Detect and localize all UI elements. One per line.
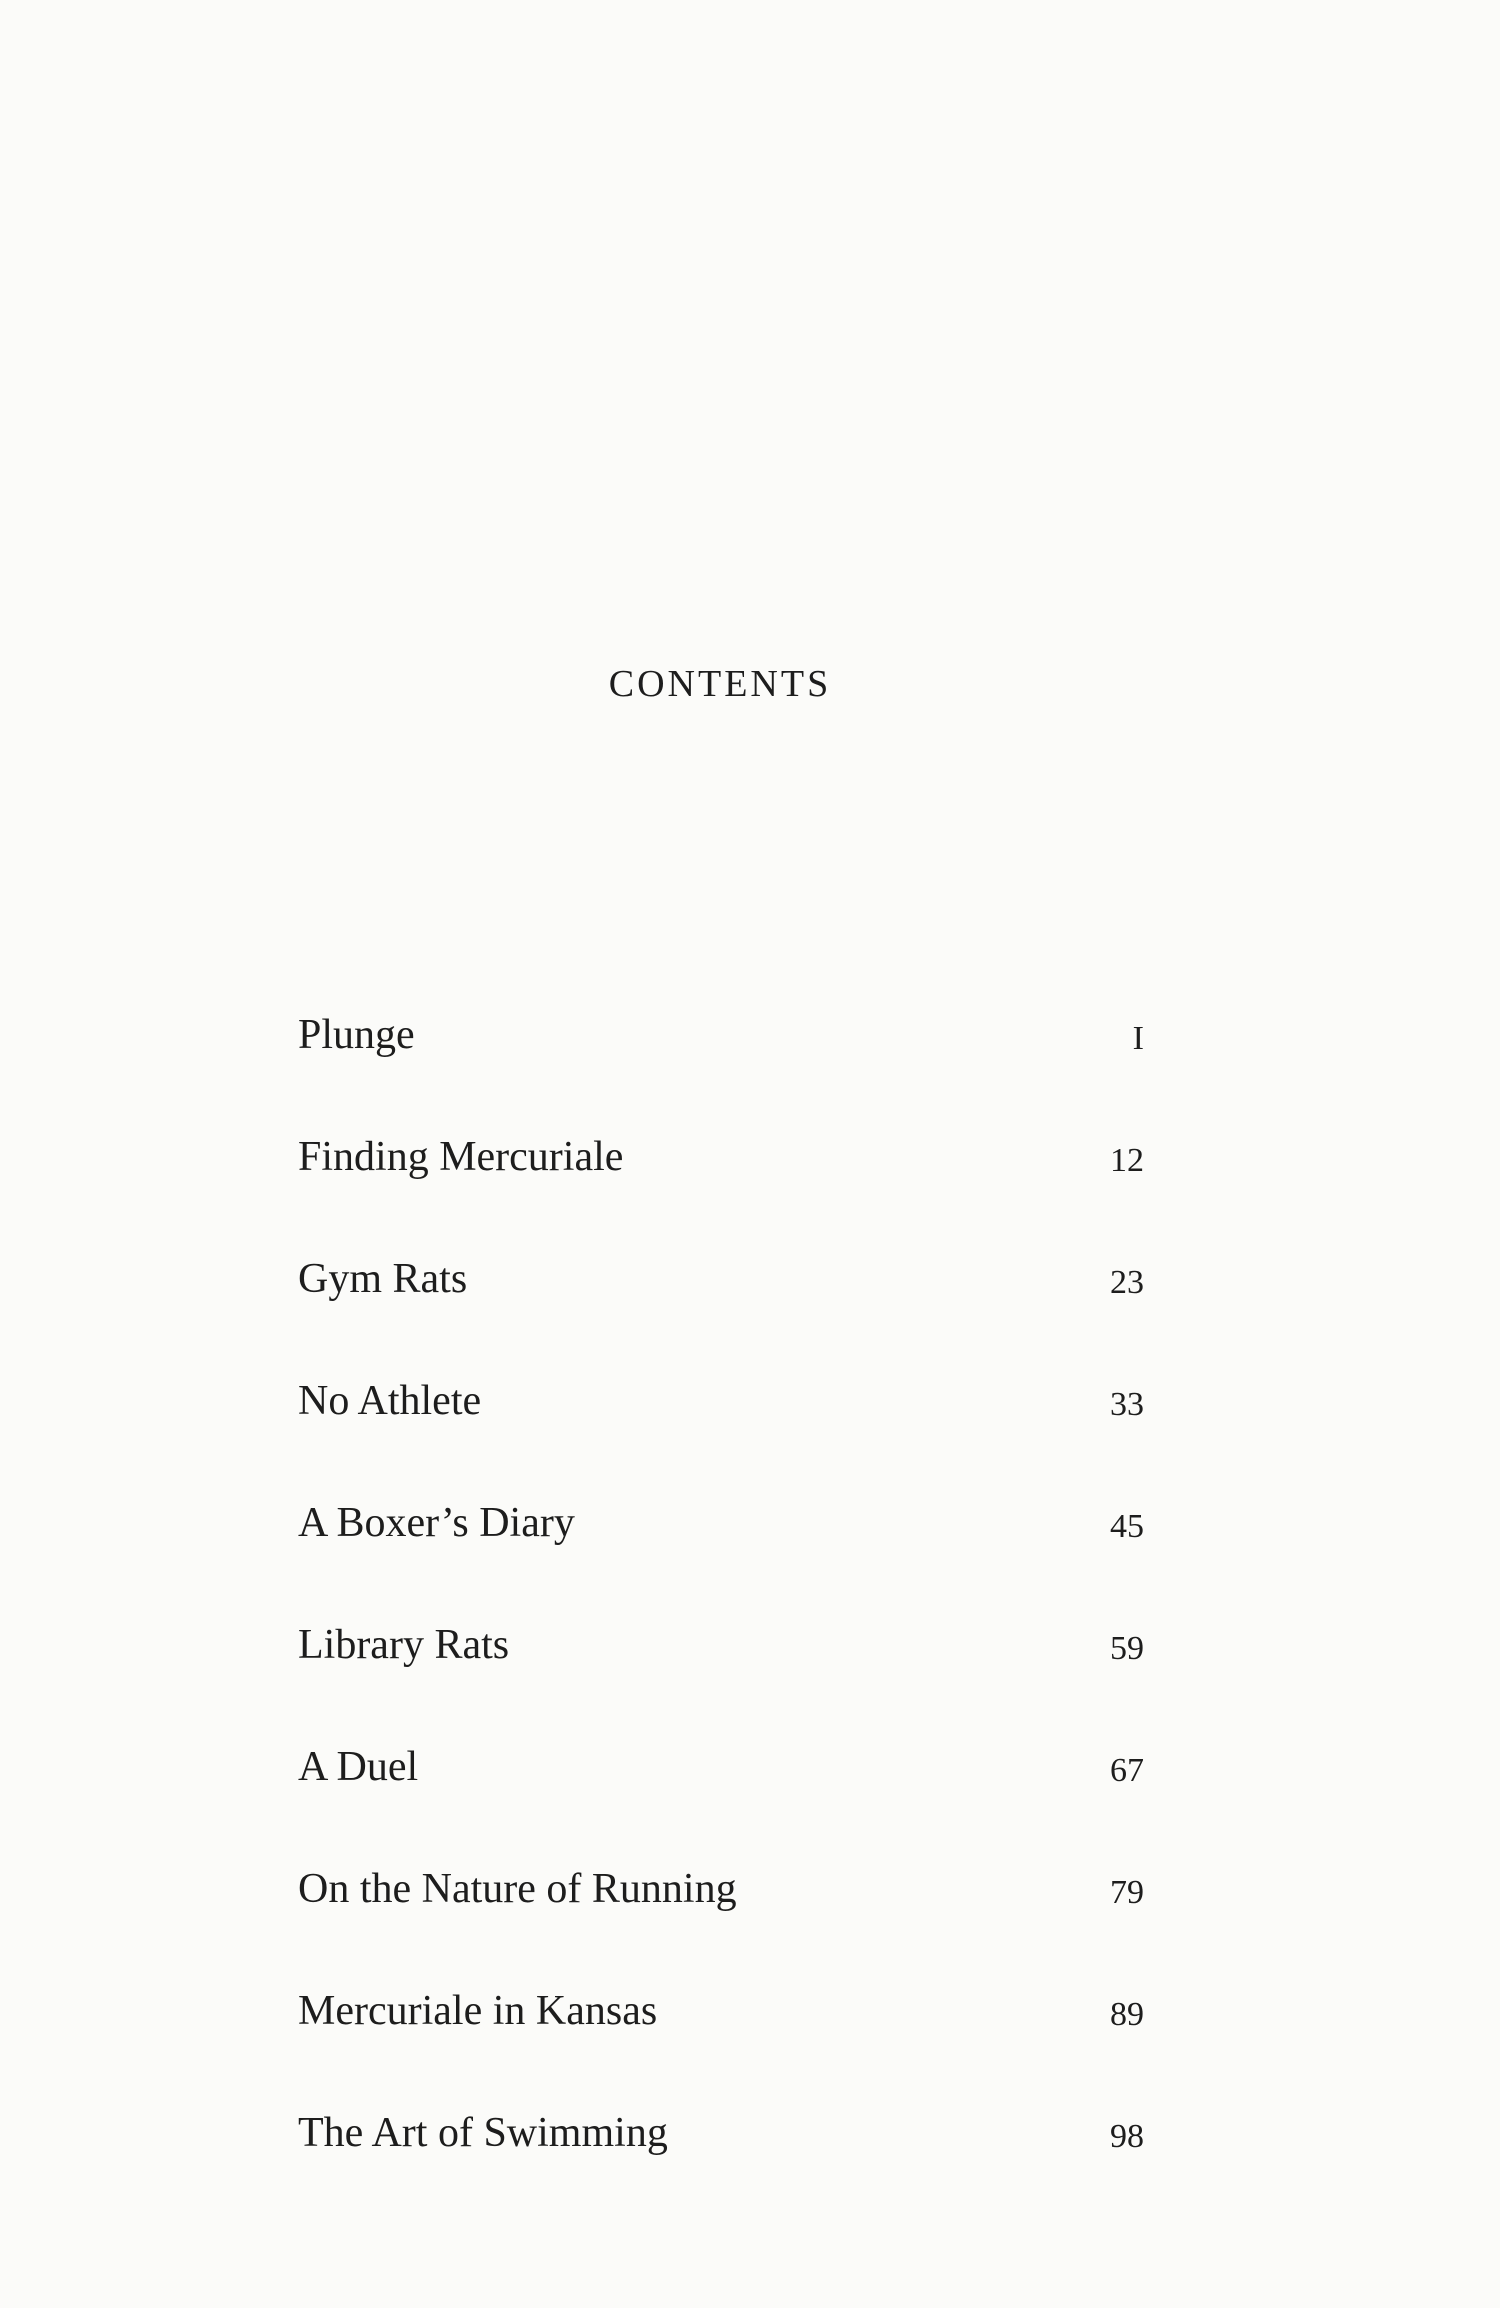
toc-entry (298, 1254, 1144, 1376)
toc-entry-page: 98 (1110, 2118, 1144, 2155)
toc-entry (298, 1010, 1144, 1132)
toc-entry-page: 89 (1110, 1996, 1144, 2033)
toc-entry-title: No Athlete (298, 1378, 482, 1424)
toc-entry-page: 59 (1110, 1630, 1144, 1667)
toc-entry-page: 12 (1110, 1142, 1144, 1179)
toc-entry (298, 1132, 1144, 1254)
contents-heading: CONTENTS (608, 663, 832, 705)
toc-entry-title: A Duel (298, 1744, 419, 1790)
toc-entry (298, 1376, 1144, 1498)
toc-entry-title: Mercuriale in Kansas (298, 1988, 658, 2034)
toc-entry-page: 23 (1110, 1264, 1144, 1301)
table-of-contents (298, 1010, 1144, 2230)
toc-entry (298, 1498, 1144, 1620)
toc-entry-title: Gym Rats (298, 1256, 468, 1302)
toc-entry-page: I (1132, 1020, 1144, 1057)
toc-entry-title: Library Rats (298, 1622, 510, 1668)
toc-entry (298, 1864, 1144, 1986)
toc-entry-title: Plunge (298, 1012, 415, 1058)
toc-entry-page: 67 (1110, 1752, 1144, 1789)
toc-entry-title: A Boxer’s Diary (298, 1500, 575, 1546)
toc-entry-title: On the Nature of Running (298, 1866, 737, 1912)
toc-entry (298, 1742, 1144, 1864)
toc-entry (298, 1620, 1144, 1742)
toc-entry-title: The Art of Swimming (298, 2110, 668, 2156)
toc-entry-page: 33 (1110, 1386, 1144, 1423)
toc-entry-page: 79 (1110, 1874, 1144, 1911)
toc-entry-title: Finding Mercuriale (298, 1134, 624, 1180)
toc-entry (298, 2108, 1144, 2230)
toc-entry-page: 45 (1110, 1508, 1144, 1545)
toc-entry (298, 1986, 1144, 2108)
